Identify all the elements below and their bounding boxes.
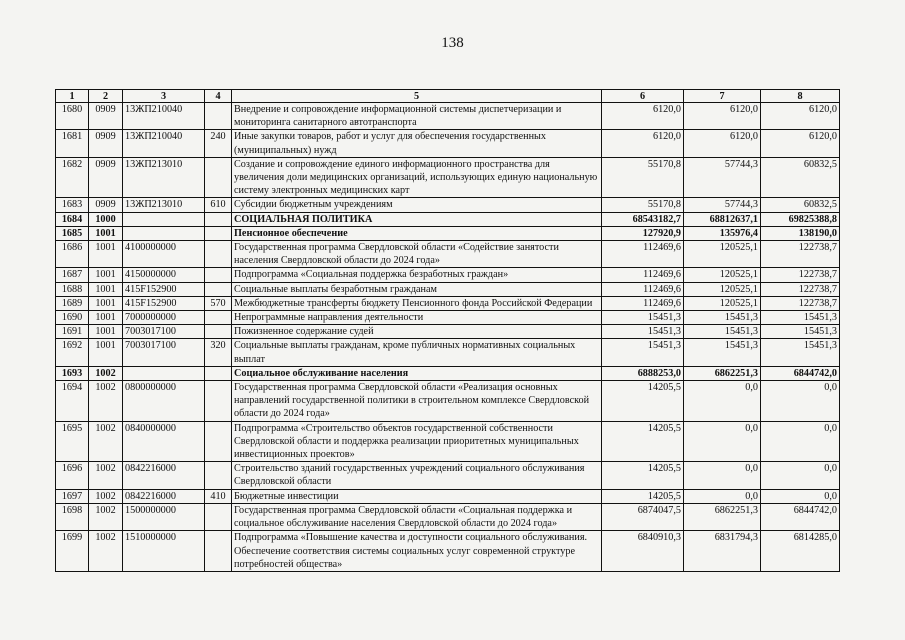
expense-type-code: 240 <box>205 130 232 157</box>
expense-type-code <box>205 421 232 462</box>
row-number: 1692 <box>56 339 89 366</box>
amount-col-6: 55170,8 <box>602 198 684 212</box>
amount-col-8: 0,0 <box>761 381 840 422</box>
item-name: Государственная программа Свердловской области «Содействие занятости населения Свердловской области до 2024 года» <box>232 241 602 268</box>
table-body <box>56 103 840 572</box>
amount-col-8: 122738,7 <box>761 296 840 310</box>
table-row <box>56 130 840 157</box>
amount-col-7: 6120,0 <box>684 130 761 157</box>
row-number: 1683 <box>56 198 89 212</box>
table-row <box>56 339 840 366</box>
amount-col-6: 6888253,0 <box>602 366 684 380</box>
expense-type-code <box>205 212 232 226</box>
amount-col-7: 135976,4 <box>684 226 761 240</box>
item-name: Внедрение и сопровождение информационной системы диспетчеризации и мониторинга санитарного автотранспорта <box>232 103 602 130</box>
table-row <box>56 489 840 503</box>
item-name: Создание и сопровождение единого информационного пространства для увеличения доли медицинских организаций, использующих единую национальную систему электронных медицинских карт <box>232 157 602 198</box>
amount-col-6: 112469,6 <box>602 296 684 310</box>
table-header-row <box>56 90 840 103</box>
row-number: 1691 <box>56 325 89 339</box>
amount-col-7: 0,0 <box>684 421 761 462</box>
table-row <box>56 531 840 572</box>
amount-col-7: 0,0 <box>684 489 761 503</box>
target-article-code <box>123 226 205 240</box>
table-row <box>56 462 840 489</box>
amount-col-7: 57744,3 <box>684 198 761 212</box>
amount-col-8: 6844742,0 <box>761 366 840 380</box>
section-code: 1001 <box>89 325 123 339</box>
amount-col-6: 6120,0 <box>602 103 684 130</box>
section-code: 0909 <box>89 103 123 130</box>
target-article-code: 0842216000 <box>123 489 205 503</box>
target-article-code: 13ЖП213010 <box>123 198 205 212</box>
item-name: Пожизненное содержание судей <box>232 325 602 339</box>
amount-col-7: 120525,1 <box>684 296 761 310</box>
row-number: 1695 <box>56 421 89 462</box>
target-article-code: 7003017100 <box>123 339 205 366</box>
amount-col-7: 6120,0 <box>684 103 761 130</box>
item-name: Строительство зданий государственных учреждений социального обслуживания Свердловской области <box>232 462 602 489</box>
target-article-code: 0800000000 <box>123 381 205 422</box>
section-code: 0909 <box>89 157 123 198</box>
target-article-code: 0842216000 <box>123 462 205 489</box>
section-code: 1002 <box>89 381 123 422</box>
section-code: 1001 <box>89 268 123 282</box>
row-number: 1689 <box>56 296 89 310</box>
amount-col-8: 0,0 <box>761 489 840 503</box>
amount-col-7: 120525,1 <box>684 282 761 296</box>
target-article-code: 415F152900 <box>123 296 205 310</box>
section-code: 1000 <box>89 212 123 226</box>
item-name: Подпрограмма «Социальная поддержка безработных граждан» <box>232 268 602 282</box>
expense-type-code <box>205 311 232 325</box>
target-article-code: 7003017100 <box>123 325 205 339</box>
table-row <box>56 421 840 462</box>
amount-col-6: 112469,6 <box>602 241 684 268</box>
item-name: Бюджетные инвестиции <box>232 489 602 503</box>
amount-col-6: 14205,5 <box>602 381 684 422</box>
amount-col-8: 60832,5 <box>761 157 840 198</box>
amount-col-7: 6862251,3 <box>684 366 761 380</box>
row-number: 1699 <box>56 531 89 572</box>
amount-col-8: 6844742,0 <box>761 503 840 530</box>
row-number: 1680 <box>56 103 89 130</box>
section-code: 1001 <box>89 296 123 310</box>
expense-type-code <box>205 103 232 130</box>
table-row <box>56 311 840 325</box>
expense-type-code <box>205 268 232 282</box>
row-number: 1696 <box>56 462 89 489</box>
target-article-code <box>123 212 205 226</box>
expense-type-code <box>205 462 232 489</box>
amount-col-7: 57744,3 <box>684 157 761 198</box>
section-code: 1002 <box>89 489 123 503</box>
amount-col-6: 112469,6 <box>602 282 684 296</box>
amount-col-6: 6840910,3 <box>602 531 684 572</box>
row-number: 1687 <box>56 268 89 282</box>
amount-col-8: 60832,5 <box>761 198 840 212</box>
expense-type-code: 320 <box>205 339 232 366</box>
amount-col-8: 138190,0 <box>761 226 840 240</box>
expense-type-code <box>205 366 232 380</box>
expense-type-code <box>205 241 232 268</box>
table-row <box>56 241 840 268</box>
amount-col-6: 6874047,5 <box>602 503 684 530</box>
item-name: Социальные выплаты безработным гражданам <box>232 282 602 296</box>
section-code: 0909 <box>89 130 123 157</box>
target-article-code: 1510000000 <box>123 531 205 572</box>
column-header: 6 <box>602 90 684 103</box>
table-row <box>56 381 840 422</box>
amount-col-6: 15451,3 <box>602 339 684 366</box>
row-number: 1688 <box>56 282 89 296</box>
row-number: 1693 <box>56 366 89 380</box>
section-code: 1001 <box>89 339 123 366</box>
amount-col-8: 15451,3 <box>761 325 840 339</box>
item-name: Социальные выплаты гражданам, кроме публичных нормативных социальных выплат <box>232 339 602 366</box>
row-number: 1681 <box>56 130 89 157</box>
section-code: 1001 <box>89 282 123 296</box>
row-number: 1682 <box>56 157 89 198</box>
amount-col-7: 15451,3 <box>684 325 761 339</box>
column-header: 7 <box>684 90 761 103</box>
amount-col-8: 122738,7 <box>761 241 840 268</box>
item-name: Непрограммные направления деятельности <box>232 311 602 325</box>
amount-col-6: 14205,5 <box>602 462 684 489</box>
table-row <box>56 226 840 240</box>
row-number: 1697 <box>56 489 89 503</box>
amount-col-8: 6120,0 <box>761 103 840 130</box>
amount-col-6: 112469,6 <box>602 268 684 282</box>
amount-col-8: 0,0 <box>761 462 840 489</box>
table-row <box>56 282 840 296</box>
amount-col-8: 6814285,0 <box>761 531 840 572</box>
amount-col-6: 15451,3 <box>602 311 684 325</box>
section-code: 1002 <box>89 462 123 489</box>
amount-col-7: 15451,3 <box>684 339 761 366</box>
column-header: 3 <box>123 90 205 103</box>
amount-col-8: 69825388,8 <box>761 212 840 226</box>
amount-col-6: 68543182,7 <box>602 212 684 226</box>
item-name: СОЦИАЛЬНАЯ ПОЛИТИКА <box>232 212 602 226</box>
amount-col-6: 14205,5 <box>602 421 684 462</box>
item-name: Пенсионное обеспечение <box>232 226 602 240</box>
column-header: 4 <box>205 90 232 103</box>
amount-col-7: 68812637,1 <box>684 212 761 226</box>
section-code: 1002 <box>89 503 123 530</box>
target-article-code <box>123 366 205 380</box>
section-code: 1002 <box>89 366 123 380</box>
row-number: 1690 <box>56 311 89 325</box>
amount-col-6: 14205,5 <box>602 489 684 503</box>
amount-col-6: 127920,9 <box>602 226 684 240</box>
column-header: 5 <box>232 90 602 103</box>
amount-col-8: 0,0 <box>761 421 840 462</box>
item-name: Государственная программа Свердловской области «Реализация основных направлений государственной политики в строительном комплексе Свердловской области до 2024 года» <box>232 381 602 422</box>
section-code: 1001 <box>89 241 123 268</box>
target-article-code: 7000000000 <box>123 311 205 325</box>
row-number: 1686 <box>56 241 89 268</box>
expense-type-code: 570 <box>205 296 232 310</box>
item-name: Субсидии бюджетным учреждениям <box>232 198 602 212</box>
expense-type-code <box>205 282 232 296</box>
expense-type-code: 610 <box>205 198 232 212</box>
target-article-code: 1500000000 <box>123 503 205 530</box>
amount-col-6: 15451,3 <box>602 325 684 339</box>
column-header: 2 <box>89 90 123 103</box>
amount-col-8: 122738,7 <box>761 282 840 296</box>
section-code: 1002 <box>89 421 123 462</box>
amount-col-7: 0,0 <box>684 462 761 489</box>
section-code: 1001 <box>89 311 123 325</box>
item-name: Межбюджетные трансферты бюджету Пенсионного фонда Российской Федерации <box>232 296 602 310</box>
row-number: 1684 <box>56 212 89 226</box>
row-number: 1685 <box>56 226 89 240</box>
table-row <box>56 212 840 226</box>
amount-col-8: 122738,7 <box>761 268 840 282</box>
expense-type-code <box>205 503 232 530</box>
amount-col-7: 6862251,3 <box>684 503 761 530</box>
target-article-code: 13ЖП210040 <box>123 103 205 130</box>
expense-type-code: 410 <box>205 489 232 503</box>
item-name: Государственная программа Свердловской области «Социальная поддержка и социальное обслуживание населения Свердловской области до 2024 года» <box>232 503 602 530</box>
table-row <box>56 103 840 130</box>
amount-col-7: 6831794,3 <box>684 531 761 572</box>
row-number: 1698 <box>56 503 89 530</box>
item-name: Подпрограмма «Повышение качества и доступности социального обслуживания. Обеспечение соответствия системы социальных услуг современной структуре потребностей общества» <box>232 531 602 572</box>
amount-col-7: 120525,1 <box>684 268 761 282</box>
item-name: Подпрограмма «Строительство объектов государственной собственности Свердловской области и поддержка реализации приоритетных муниципальных инвестиционных проектов» <box>232 421 602 462</box>
amount-col-6: 6120,0 <box>602 130 684 157</box>
section-code: 1002 <box>89 531 123 572</box>
section-code: 0909 <box>89 198 123 212</box>
row-number: 1694 <box>56 381 89 422</box>
amount-col-7: 0,0 <box>684 381 761 422</box>
target-article-code: 0840000000 <box>123 421 205 462</box>
target-article-code: 13ЖП213010 <box>123 157 205 198</box>
target-article-code: 4100000000 <box>123 241 205 268</box>
budget-table <box>55 89 840 572</box>
table-row <box>56 268 840 282</box>
target-article-code: 415F152900 <box>123 282 205 296</box>
amount-col-6: 55170,8 <box>602 157 684 198</box>
table-row <box>56 296 840 310</box>
expense-type-code <box>205 531 232 572</box>
table-row <box>56 157 840 198</box>
item-name: Социальное обслуживание населения <box>232 366 602 380</box>
table-row <box>56 366 840 380</box>
item-name: Иные закупки товаров, работ и услуг для обеспечения государственных (муниципальных) нужд <box>232 130 602 157</box>
amount-col-8: 6120,0 <box>761 130 840 157</box>
target-article-code: 13ЖП210040 <box>123 130 205 157</box>
expense-type-code <box>205 325 232 339</box>
table-row <box>56 325 840 339</box>
column-header: 1 <box>56 90 89 103</box>
page-number: 138 <box>441 35 464 51</box>
amount-col-8: 15451,3 <box>761 311 840 325</box>
target-article-code: 4150000000 <box>123 268 205 282</box>
amount-col-7: 120525,1 <box>684 241 761 268</box>
column-header: 8 <box>761 90 840 103</box>
expense-type-code <box>205 381 232 422</box>
section-code: 1001 <box>89 226 123 240</box>
table-row <box>56 198 840 212</box>
table-row <box>56 503 840 530</box>
expense-type-code <box>205 157 232 198</box>
amount-col-8: 15451,3 <box>761 339 840 366</box>
amount-col-7: 15451,3 <box>684 311 761 325</box>
expense-type-code <box>205 226 232 240</box>
